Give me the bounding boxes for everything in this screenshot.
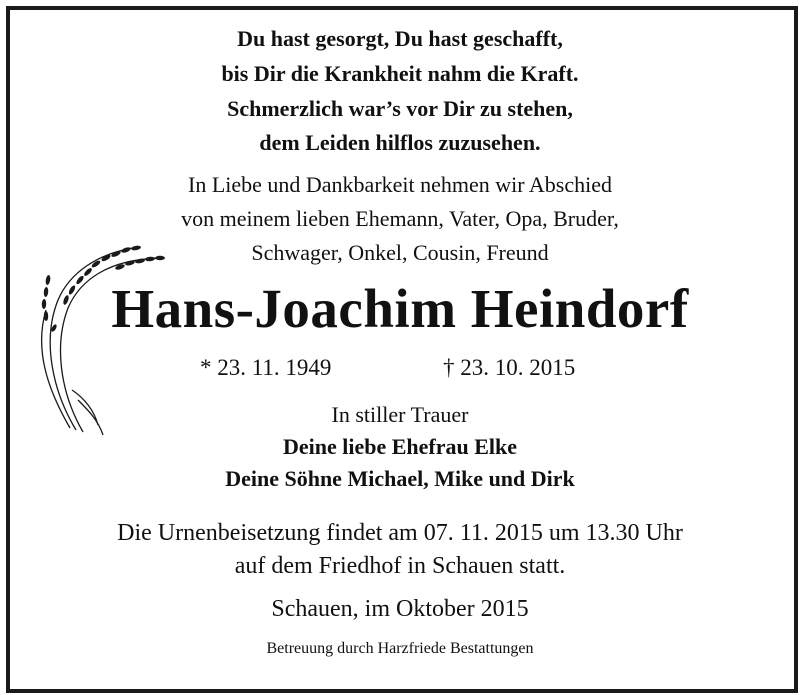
birth-date: * 23. 11. 1949 <box>200 355 332 380</box>
mourning-heading: In stiller Trauer <box>331 402 469 427</box>
life-dates <box>0 355 800 385</box>
mourner-wife: Deine liebe Ehefrau Elke <box>282 434 518 459</box>
verse-line: Schmerzlich war’s vor Dir zu stehen, <box>227 96 573 121</box>
death-date: † 23. 10. 2015 <box>443 355 576 380</box>
intro-line: In Liebe und Dankbarkeit nehmen wir Abschied <box>188 172 612 197</box>
intro-line: von meinem lieben Ehemann, Vater, Opa, Bruder, <box>181 206 619 231</box>
funeral-home-credit: Betreuung durch Harzfriede Bestattungen <box>266 640 534 657</box>
deceased-name: Hans-Joachim Heindorf <box>111 278 689 339</box>
burial-notice: Die Urnenbeisetzung findet am 07. 11. 2015 um 13.30 Uhr <box>117 520 683 546</box>
mourner-sons: Deine Söhne Michael, Mike und Dirk <box>225 466 575 491</box>
place-date: Schauen, im Oktober 2015 <box>271 596 529 622</box>
verse-line: dem Leiden hilflos zuzusehen. <box>259 130 541 155</box>
verse-line: Du hast gesorgt, Du hast geschafft, <box>237 26 563 51</box>
burial-notice: auf dem Friedhof in Schauen statt. <box>234 553 566 579</box>
verse-line: bis Dir die Krankheit nahm die Kraft. <box>221 61 579 86</box>
intro-line: Schwager, Onkel, Cousin, Freund <box>251 240 549 265</box>
